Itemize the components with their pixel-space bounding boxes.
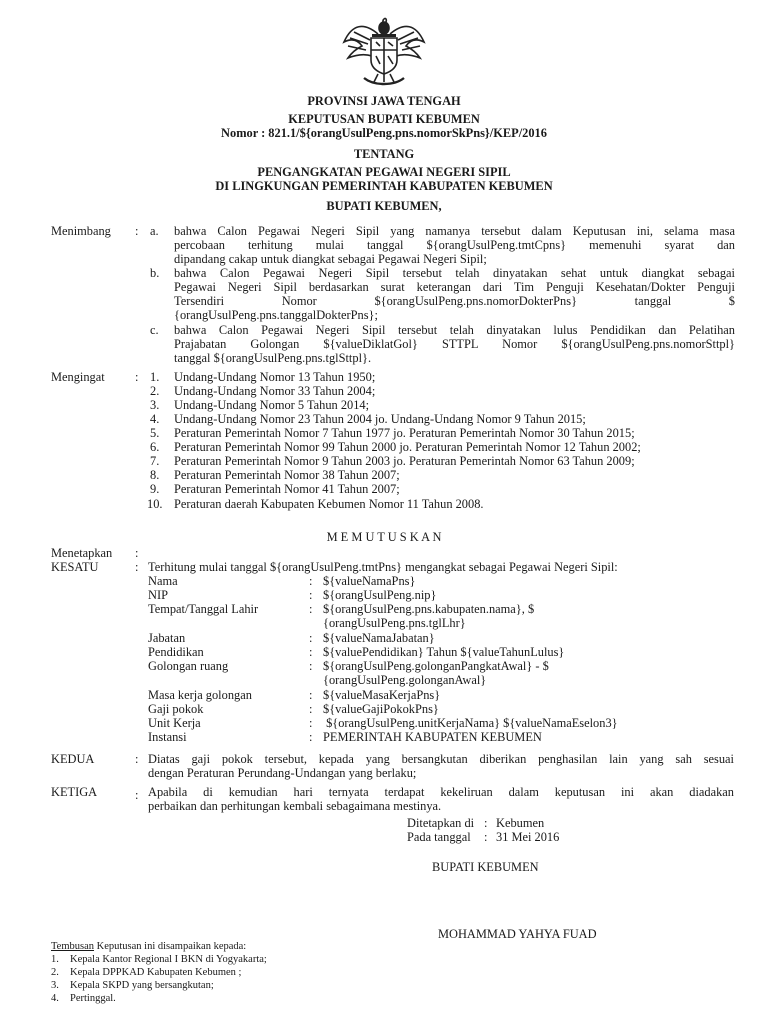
about-heading: TENTANG [353, 147, 415, 161]
mengingat-label: Mengingat [51, 370, 105, 384]
menimbang-a-line-2: percobaan terhitung mulai tanggal ${orangUsulPeng.tmtCpns} memenuhi syarat dan [174, 238, 735, 252]
mengingat-item: Undang-Undang Nomor 33 Tahun 2004; [174, 384, 376, 398]
mengingat-item: Peraturan Pemerintah Nomor 9 Tahun 2003 jo. Peraturan Pemerintah Nomor 63 Tahun 2009; [174, 454, 635, 468]
menimbang-colon: : [135, 224, 139, 238]
field-label: Tempat/Tanggal Lahir [148, 602, 259, 616]
tembusan-intro: Keputusan ini disampaikan kepada: [94, 941, 247, 952]
tembusan-label: Tembusan [51, 941, 95, 952]
ketiga-colon: : [135, 788, 139, 802]
kedua-line-1: Diatas gaji pokok tersebut, kepada yang bersangkutan diberikan penghasilan lain yang sah sesuai [148, 752, 734, 766]
menimbang-c-line-2: Prajabatan Golongan ${valueDiklatGol} STTPL Nomor ${orangUsulPeng.pns.nomorSttpl} [174, 337, 735, 351]
menimbang-a-line-3: dipandang cakap untuk diangkat sebagai Pegawai Negeri Sipil; [174, 252, 487, 266]
tembusan-marker: 4. [51, 993, 59, 1004]
mengingat-item: Undang-Undang Nomor 23 Tahun 2004 jo. Undang-Undang Nomor 9 Tahun 2015; [174, 412, 586, 426]
field-colon: : [309, 602, 313, 616]
field-value: PEMERINTAH KABUPATEN KEBUMEN [323, 730, 542, 744]
field-colon: : [309, 702, 313, 716]
mengingat-item: Undang-Undang Nomor 5 Tahun 2014; [174, 398, 370, 412]
field-value: ${valueNamaJabatan} [323, 631, 435, 645]
menimbang-marker-c: c. [150, 323, 159, 337]
field-value: ${valueMasaKerjaPns} [323, 688, 441, 702]
menimbang-a-line-1: bahwa Calon Pegawai Negeri Sipil yang namanya tersebut dalam Keputusan ini, selama masa [174, 224, 735, 238]
garuda-emblem-icon [338, 12, 430, 88]
tembusan-item: Kepala DPPKAD Kabupaten Kebumen ; [70, 967, 242, 978]
mengingat-item: Peraturan Pemerintah Nomor 41 Tahun 2007; [174, 482, 400, 496]
authority-heading: BUPATI KEBUMEN, [326, 199, 442, 213]
field-label: Golongan ruang [148, 659, 229, 673]
mengingat-marker: 9. [150, 482, 160, 496]
menimbang-b-line-4: {orangUsulPeng.pns.tanggalDokterPns}; [174, 308, 378, 322]
tembusan-item: Kepala SKPD yang bersangkutan; [70, 980, 214, 991]
ketiga-line-2: perbaikan dan perhitungan kembali sebagaimana mestinya. [148, 799, 442, 813]
field-colon: : [309, 688, 313, 702]
ketiga-line-1: Apabila di kemudian hari ternyata terdapat kekeliruan dalam keputusan ini akan diadakan [148, 785, 734, 799]
tembusan-marker: 3. [51, 980, 59, 991]
field-value: ${orangUsulPeng.unitKerjaNama} ${valueNamaEselon3} [323, 716, 618, 730]
mengingat-marker: 8. [150, 468, 160, 482]
menimbang-c-line-1: bahwa Calon Pegawai Negeri Sipil tersebut telah dinyatakan lulus Pendidikan dan Pelatihan [174, 323, 735, 337]
kedua-line-2: dengan Peraturan Perundang-Undangan yang berlaku; [148, 766, 417, 780]
menimbang-b-line-1: bahwa Calon Pegawai Negeri Sipil tersebut telah dinyatakan sehat untuk diangkat sebagai [174, 266, 735, 280]
field-colon: : [309, 716, 313, 730]
mengingat-item: Peraturan Pemerintah Nomor 99 Tahun 2000 jo. Peraturan Pemerintah Nomor 12 Tahun 2002; [174, 440, 641, 454]
decree-number: Nomor : 821.1/${orangUsulPeng.pns.nomorSkPns}/KEP/2016 [221, 126, 547, 140]
field-value: ${orangUsulPeng.pns.kabupaten.nama}, $ [323, 602, 535, 616]
mengingat-marker: 3. [150, 398, 160, 412]
mengingat-item: Peraturan daerah Kabupaten Kebumen Nomor 11 Tahun 2008. [174, 497, 484, 511]
decree-title: KEPUTUSAN BUPATI KEBUMEN [288, 112, 480, 126]
field-label: Unit Kerja [148, 716, 201, 730]
place-label: Ditetapkan di [407, 816, 475, 830]
tembusan-heading [51, 941, 246, 953]
mengingat-marker: 10. [147, 497, 163, 511]
tembusan-item: Pertinggal. [70, 993, 116, 1004]
tembusan-item: Kepala Kantor Regional I BKN di Yogyakarta; [70, 954, 267, 965]
menimbang-b-line-3: Tersendiri Nomor ${orangUsulPeng.pns.nomorDokterPns} tanggal $ [174, 294, 735, 308]
field-label: Pendidikan [148, 645, 204, 659]
subject-line-1: PENGANGKATAN PEGAWAI NEGERI SIPIL [257, 165, 511, 179]
field-colon: : [309, 645, 313, 659]
menimbang-b-line-2: Pegawai Negeri Sipil berdasarkan surat keterangan dari Tim Penguji Kesehatan/Dokter Penguji [174, 280, 735, 294]
mengingat-item: Peraturan Pemerintah Nomor 38 Tahun 2007; [174, 468, 400, 482]
province-heading: PROVINSI JAWA TENGAH [307, 94, 461, 108]
mengingat-marker: 1. [150, 370, 160, 384]
field-value: ${valueNamaPns} [323, 574, 416, 588]
place-separator: : [484, 816, 488, 830]
menimbang-label: Menimbang [51, 224, 111, 238]
subject-line-2: DI LINGKUNGAN PEMERINTAH KABUPATEN KEBUMEN [215, 179, 553, 193]
field-colon: : [309, 588, 313, 602]
date-value: 31 Mei 2016 [496, 830, 560, 844]
date-label: Pada tanggal [407, 830, 471, 844]
kesatu-label: KESATU [51, 560, 99, 574]
kedua-colon: : [135, 752, 139, 766]
mengingat-colon: : [135, 370, 139, 384]
ketiga-label: KETIGA [51, 785, 98, 799]
field-colon: : [309, 631, 313, 645]
date-separator: : [484, 830, 488, 844]
tembusan-marker: 1. [51, 954, 59, 965]
mengingat-marker: 6. [150, 440, 160, 454]
field-label: Jabatan [148, 631, 186, 645]
mengingat-item: Undang-Undang Nomor 13 Tahun 1950; [174, 370, 376, 384]
field-colon: : [309, 659, 313, 673]
field-label: NIP [148, 588, 168, 602]
menetapkan-colon: : [135, 546, 139, 560]
field-label: Masa kerja golongan [148, 688, 252, 702]
tembusan-marker: 2. [51, 967, 59, 978]
field-value: ${valueGajiPokokPns} [323, 702, 439, 716]
kesatu-colon: : [135, 560, 139, 574]
menimbang-c-line-3: tanggal ${orangUsulPeng.pns.tglSttpl}. [174, 351, 372, 365]
mengingat-marker: 7. [150, 454, 160, 468]
field-value-cont: {orangUsulPeng.pns.tglLhr} [323, 616, 466, 630]
field-colon: : [309, 730, 313, 744]
menetapkan-label: Menetapkan [51, 546, 113, 560]
kedua-label: KEDUA [51, 752, 95, 766]
mengingat-marker: 2. [150, 384, 160, 398]
mengingat-marker: 5. [150, 426, 160, 440]
field-value: ${valuePendidikan} Tahun ${valueTahunLulus} [323, 645, 565, 659]
field-label: Instansi [148, 730, 187, 744]
place-value: Kebumen [496, 816, 545, 830]
mengingat-marker: 4. [150, 412, 160, 426]
field-label: Gaji pokok [148, 702, 204, 716]
signatory-title: BUPATI KEBUMEN [432, 860, 539, 874]
field-value-cont: {orangUsulPeng.golonganAwal} [323, 673, 487, 687]
field-colon: : [309, 574, 313, 588]
field-label: Nama [148, 574, 178, 588]
field-value: ${orangUsulPeng.golonganPangkatAwal} - $ [323, 659, 549, 673]
field-value: ${orangUsulPeng.nip} [323, 588, 437, 602]
mengingat-item: Peraturan Pemerintah Nomor 7 Tahun 1977 jo. Peraturan Pemerintah Nomor 30 Tahun 2015; [174, 426, 635, 440]
menimbang-marker-a: a. [150, 224, 159, 238]
memutuskan-heading: M E M U T U S K A N [326, 530, 442, 544]
kesatu-text: Terhitung mulai tanggal ${orangUsulPeng.tmtPns} mengangkat sebagai Pegawai Negeri Sipil: [148, 560, 618, 574]
signatory-name: MOHAMMAD YAHYA FUAD [438, 927, 597, 941]
menimbang-marker-b: b. [150, 266, 160, 280]
